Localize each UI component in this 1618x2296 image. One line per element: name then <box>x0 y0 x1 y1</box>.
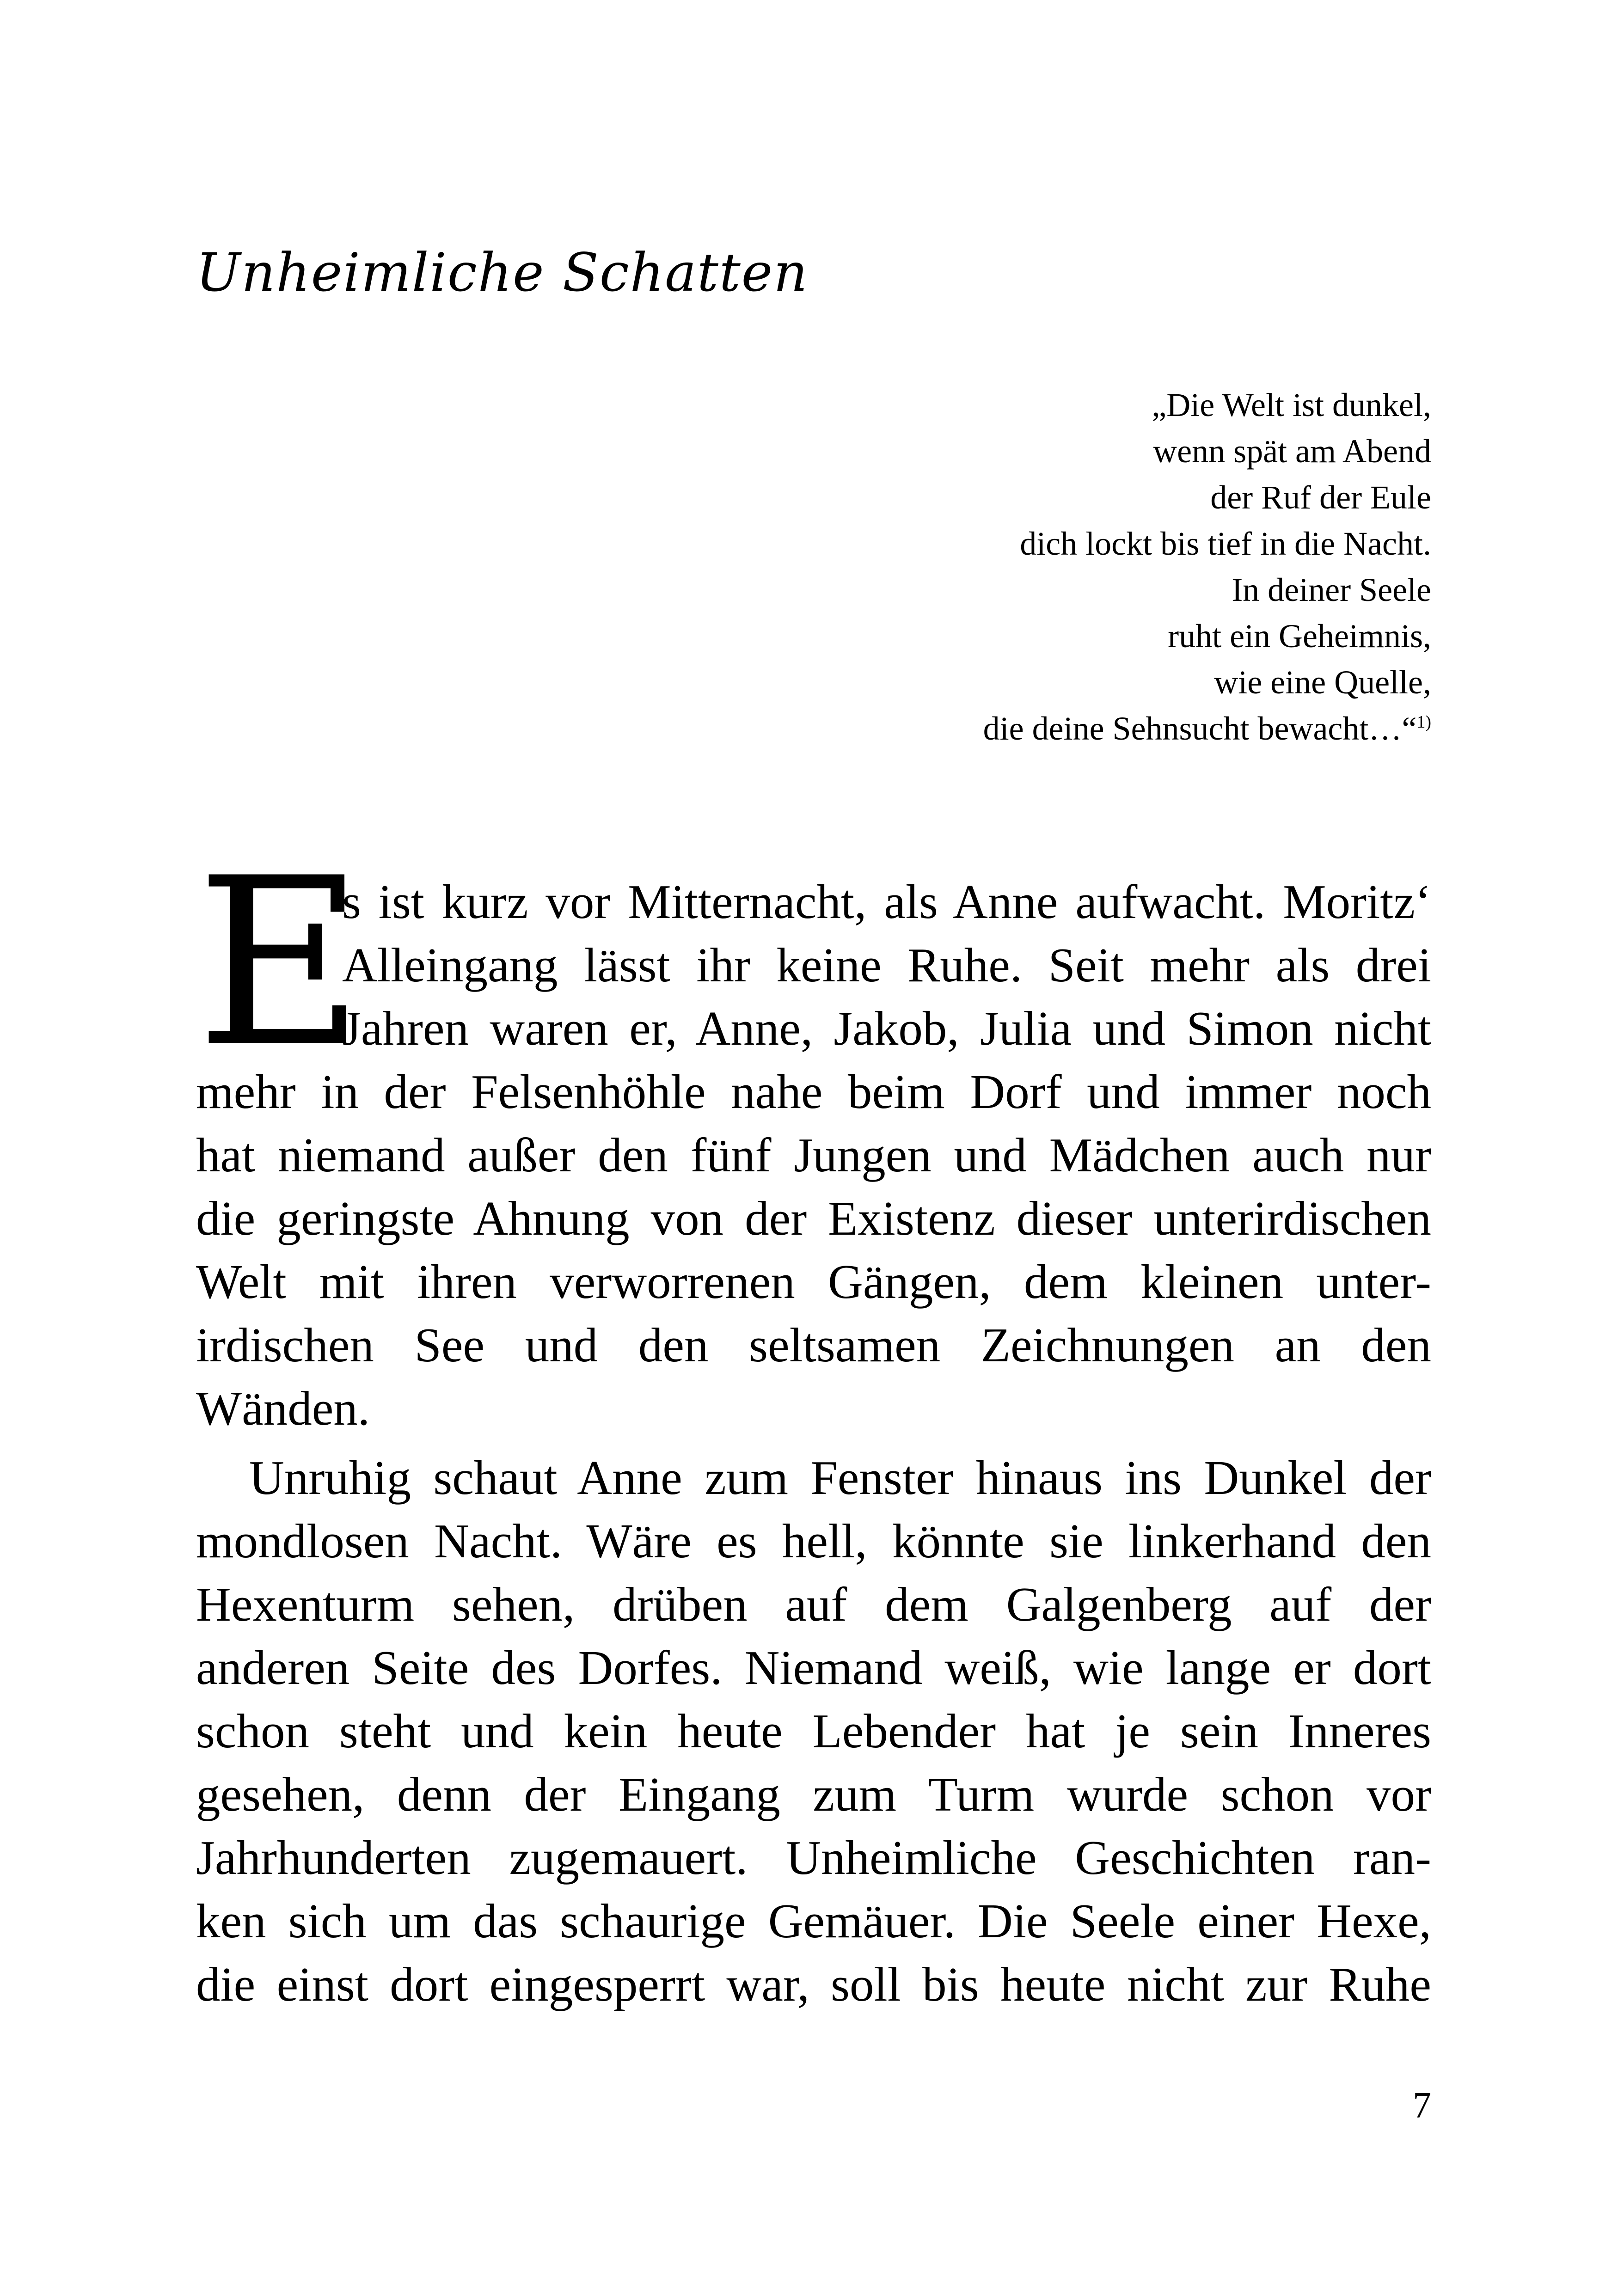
text-line: ken sich um das schaurige Gemäuer. Die Seele einer Hexe, <box>196 1894 1431 1948</box>
text-line: die einst dort eingesperrt war, soll bis heute nicht zur Ruhe <box>196 1957 1431 2011</box>
text-line: Hexenturm sehen, drüben auf dem Galgenberg auf der <box>196 1577 1431 1631</box>
epigraph-poem <box>738 382 1431 752</box>
text-line: hat niemand außer den fünf Jungen und Mädchen auch nur <box>196 1128 1431 1182</box>
epigraph-line-text: die deine Sehnsucht bewacht…“ <box>983 710 1417 747</box>
text-line: anderen Seite des Dorfes. Niemand weiß, wie lange er dort <box>196 1641 1431 1695</box>
text-line: die geringste Ahnung von der Existenz dieser unterirdischen <box>196 1191 1431 1245</box>
epigraph-line: ruht ein Geheimnis, <box>1168 618 1431 655</box>
text-line: Jahren waren er, Anne, Jakob, Julia und Simon nicht <box>342 1001 1431 1055</box>
epigraph-line: wie eine Quelle, <box>1214 664 1431 701</box>
epigraph-line: wenn spät am Abend <box>1153 433 1431 470</box>
text-line: gesehen, denn der Eingang zum Turm wurde schon vor <box>196 1767 1431 1821</box>
paragraph-1 <box>196 828 1431 1440</box>
text-line: schon steht und kein heute Lebender hat je sein Inneres <box>196 1704 1431 1758</box>
footnote-marker: 1) <box>1416 712 1431 732</box>
text-line: Unruhig schaut Anne zum Fenster hinaus ins Dunkel der <box>249 1451 1431 1505</box>
page-number: 7 <box>1413 2085 1431 2126</box>
text-line: irdischen See und den seltsamen Zeichnungen an den <box>196 1318 1431 1372</box>
text-line: Welt mit ihren verworrenen Gängen, dem kleinen unter- <box>196 1255 1431 1309</box>
epigraph-line: „Die Welt ist dunkel, <box>1152 386 1431 423</box>
text-line: mondlosen Nacht. Wäre es hell, könnte sie linkerhand den <box>196 1514 1431 1568</box>
chapter-title: Unheimliche Schatten <box>196 242 809 303</box>
epigraph-line: der Ruf der Eule <box>1210 479 1431 516</box>
paragraph-2 <box>196 1446 1431 2016</box>
text-line: s ist kurz vor Mitternacht, als Anne aufwacht. Moritz‘ <box>342 875 1431 929</box>
text-line: mehr in der Felsenhöhle nahe beim Dorf und immer noch <box>196 1065 1431 1119</box>
epigraph-line: dich lockt bis tief in die Nacht. <box>1020 525 1431 562</box>
epigraph-line: In deiner Seele <box>1232 571 1431 608</box>
text-line: Wänden. <box>196 1381 370 1435</box>
text-line: Jahrhunderten zugemauert. Unheimliche Geschichten ran- <box>196 1831 1431 1885</box>
epigraph-line-last <box>738 705 1431 752</box>
drop-cap-initial: E <box>196 828 365 1097</box>
text-line: Alleingang lässt ihr keine Ruhe. Seit mehr als drei <box>342 938 1431 992</box>
